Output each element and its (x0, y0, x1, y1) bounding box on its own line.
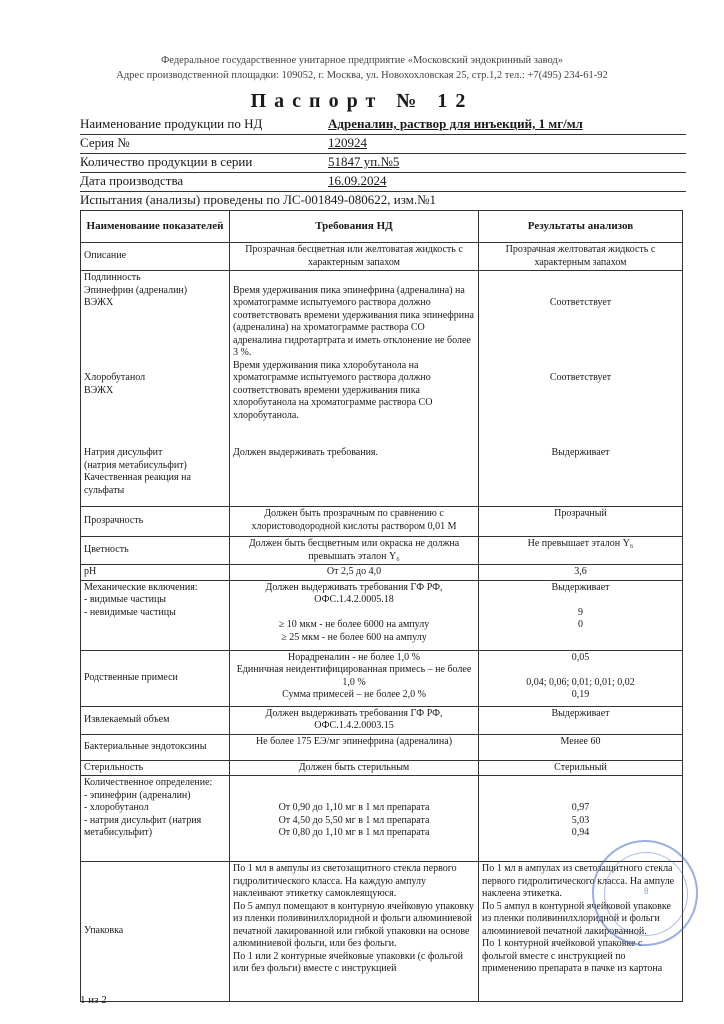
row-name: Подлинность Эпинефрин (адреналин) ВЭЖХ Хлоробутанол ВЭЖХ Натрия дисульфит (натрия метабисульфит) Качественная реакция на сульфаты (81, 271, 230, 507)
row-requirement: Должен выдерживать требования ГФ РФ, ОФС.1.4.2.0003.15 (230, 706, 479, 734)
header-results: Результаты анализов (479, 211, 683, 243)
row-requirement: Должен быть стерильным (230, 760, 479, 776)
row-result: Стерильный (479, 760, 683, 776)
table-row (81, 271, 683, 507)
row-requirement: Время удерживания пика эпинефрина (адреналина) на хроматограмме испытуемого раствора должно соответствовать времени удерживания пика эпинефрина (адреналина) на хроматограмме раствора СО адреналина гидротартрата и иметь отклонение не более 3 %. Время удерживания пика хлоробутанола на хроматограмме испытуемого раствора должно соответствовать времени удерживания пика хлоробутанола на хроматограмме раствора СО хлоробутанола. Должен выдерживать требования. (230, 271, 479, 507)
row-requirement: Прозрачная бесцветная или желтоватая жидкость с характерным запахом (230, 243, 479, 271)
date-label: Дата производства (80, 173, 184, 188)
stamp-number: 8 (644, 886, 649, 896)
row-requirement: От 2,5 до 4,0 (230, 565, 479, 581)
header-requirements: Требования НД (230, 211, 479, 243)
company-address: Адрес производственной площадки: 109052, г. Москва, ул. Новохохловская 25, стр.1,2 тел.: +7(495) 234-61-92 (116, 70, 608, 81)
row-result: Прозрачная желтоватая жидкость с характерным запахом (479, 243, 683, 271)
row-result: Соответствует Соответствует Выдерживает (479, 271, 683, 507)
page-counter: 1 из 2 (80, 994, 107, 1006)
row-result: Выдерживает (479, 706, 683, 734)
row-name: Упаковка (81, 862, 230, 1002)
table-row (81, 580, 683, 650)
row-result: 0,97 5,03 0,94 (479, 776, 683, 862)
page-title: Паспорт № 12 (250, 90, 474, 112)
table-row (81, 243, 683, 271)
table-row (81, 734, 683, 760)
date-value: 16.09.2024 (328, 173, 387, 188)
row-requirement: Должен быть прозрачным по сравнению с хлористоводородной кислоты раствором 0,01 М (230, 507, 479, 537)
row-requirement: По 1 мл в ампулы из светозащитного стекла первого гидролитического класса. На каждую ампулу наклеивают этикетку самоклеящуюся. По 5 ампул помещают в контурную ячейковую упаковку из пленки поливинилхлоридной и фольги алюминиевой печатной лакированной или гибкой упаковки на основе алюминиевой фольги, или без фольги. По 1 или 2 контурные ячейковые упаковки (с фольгой или без фольги) вместе с инструкцией (230, 862, 479, 1002)
stamp-seal (592, 840, 698, 946)
row-name: Бактериальные эндотоксины (81, 734, 230, 760)
product-label: Наименование продукции по НД (80, 116, 263, 131)
row-result: Не превышает эталон Y₆ (479, 537, 683, 565)
row-requirement: Не более 175 ЕЭ/мг эпинефрина (адреналина) (230, 734, 479, 760)
header-name: Наименование показателей (81, 211, 230, 243)
company-name: Федеральное государственное унитарное предприятие «Московский эндокринный завод» (161, 55, 563, 66)
row-result: 3,6 (479, 565, 683, 581)
row-name: Родственные примеси (81, 650, 230, 706)
row-name: Стерильность (81, 760, 230, 776)
row-requirement: От 0,90 до 1,10 мг в 1 мл препарата От 4,50 до 5,50 мг в 1 мл препарата От 0,80 до 1,10 мг в 1 мл препарата (230, 776, 479, 862)
row-name: Извлекаемый объем (81, 706, 230, 734)
series-label: Серия № (80, 135, 130, 150)
product-value: Адреналин, раствор для инъекций, 1 мг/мл (328, 116, 583, 131)
row-name: Цветность (81, 537, 230, 565)
row-name: Механические включения: - видимые частицы - невидимые частицы (81, 580, 230, 650)
table-row (81, 776, 683, 862)
row-requirement: Должен быть бесцветным или окраска не должна превышать эталон Y₆ (230, 537, 479, 565)
row-result: Прозрачный (479, 507, 683, 537)
row-result: Менее 60 (479, 734, 683, 760)
row-requirement: Норадреналин - не более 1,0 % Единичная неидентифицированная примесь – не более 1,0 % Сумма примесей – не более 2,0 % (230, 650, 479, 706)
quantity-value: 51847 уп.№5 (328, 154, 400, 169)
row-name: Количественное определение: - эпинефрин (адреналин) - хлоробутанол - натрия дисульфит (натрия метабисульфит) (81, 776, 230, 862)
row-requirement: Должен выдерживать требования ГФ РФ, ОФС.1.4.2.0005.18 ≥ 10 мкм - не более 6000 на ампулу ≥ 25 мкм - не более 600 на ампулу (230, 580, 479, 650)
tests-basis: Испытания (анализы) проведены по ЛС-001849-080622, изм.№1 (80, 192, 437, 207)
row-name: Прозрачность (81, 507, 230, 537)
table-row (81, 650, 683, 706)
quantity-label: Количество продукции в серии (80, 154, 253, 169)
table-row (81, 706, 683, 734)
row-result: По 1 мл в ампулах из светозащитного стекла первого гидролитического класса. На ампуле наклеена этикетка. По 5 ампул в контурной ячейковой упаковке из пленки поливинилхлоридной и фольги алюминиевой печатной лакированной. По 1 контурной ячейковой упаковке с фольгой вместе с инструкцией по применению препарата в пачке из картона (479, 862, 683, 1002)
table-row (81, 760, 683, 776)
table-row (81, 507, 683, 537)
table-row (81, 537, 683, 565)
row-name: Описание (81, 243, 230, 271)
series-value: 120924 (328, 135, 367, 150)
row-name: pH (81, 565, 230, 581)
row-result: 0,05 0,04; 0,06; 0,01; 0,01; 0,02 0,19 (479, 650, 683, 706)
table-row (81, 565, 683, 581)
row-result: Выдерживает 9 0 (479, 580, 683, 650)
